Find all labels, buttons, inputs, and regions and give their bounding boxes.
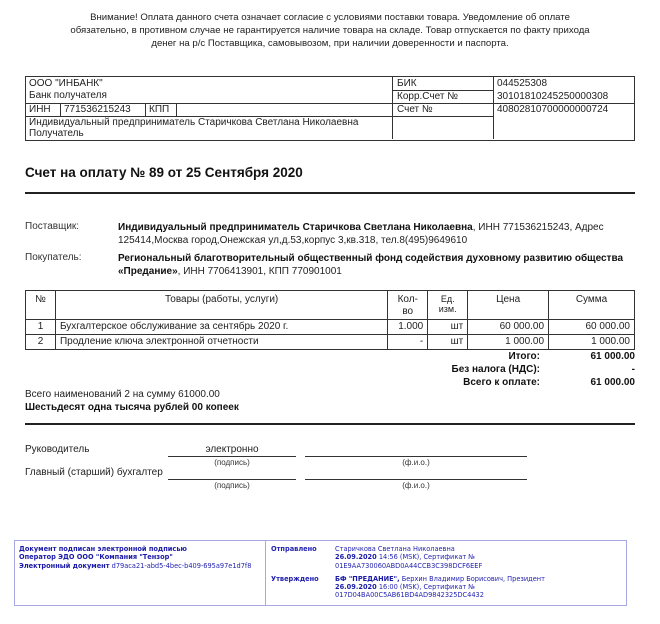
row-unit: шт: [428, 320, 468, 335]
header-num: №: [26, 291, 56, 320]
approved-cert: 017D04BA00C5AB61BD4AD9842325DC4432: [335, 591, 484, 600]
header-unit: Ед. изм.: [428, 291, 468, 320]
row-name: Бухгалтерское обслуживание за сентябрь 2020 г.: [55, 320, 387, 335]
accountant-sign-line: [168, 479, 296, 480]
sent-name: Старичкова Светлана Николаевна: [335, 545, 455, 553]
bank-name: ООО "ИНБАНК": [29, 78, 103, 89]
recipient-name: Индивидуальный предприниматель Старичкова Светлана Николаевна: [29, 117, 359, 128]
accountant-name-line: [305, 479, 527, 480]
accountant-sign-caption: (подпись): [214, 481, 250, 490]
vat-label: Без налога (НДС):: [451, 364, 540, 375]
edo-doc-id: d79aca21-abd5-4bec-b409-695a97e1d7f8: [111, 561, 252, 570]
supplier-name: Индивидуальный предприниматель Старичкова Светлана Николаевна: [118, 222, 473, 233]
divider: [60, 103, 61, 116]
director-sign-line: [168, 456, 296, 457]
supplier-text: [118, 221, 628, 247]
items-count-line: Всего наименований 2 на сумму 61000.00: [25, 389, 220, 400]
divider: [176, 103, 177, 116]
director-label: Руководитель: [25, 444, 90, 455]
approved-person: Берхин Владимир Борисович, Президент: [399, 574, 545, 583]
sent-label: Отправлено: [271, 545, 317, 553]
vat-value: -: [631, 364, 635, 375]
edo-stamp-info: [19, 545, 269, 570]
total-row: [335, 350, 635, 363]
amount-in-words: Шестьдесят одна тысяча рублей 00 копеек: [25, 402, 239, 413]
bik-label: БИК: [397, 78, 417, 89]
due-value: 61 000.00: [590, 377, 635, 388]
row-price: 60 000.00: [468, 320, 549, 335]
director-name-line: [305, 456, 527, 457]
header-price: Цена: [468, 291, 549, 320]
table-row: [26, 335, 635, 350]
approved-label: Утверждено: [271, 574, 319, 583]
approved-event: [271, 575, 623, 600]
summary-rule: [25, 423, 635, 425]
table-header-row: [26, 291, 635, 320]
header-goods: Товары (работы, услуги): [55, 291, 387, 320]
supplier-details: , ИНН 771536215243, Адрес 125414,Москва город,Онежская ул,д.53,корпус 3,кв.318, тел.8(495)9649610: [118, 222, 604, 246]
edo-signed-line: Документ подписан электронной подписью: [19, 545, 187, 553]
inn-value: 771536215243: [64, 104, 131, 115]
row-qty: 1.000: [388, 320, 428, 335]
director-sign-caption: (подпись): [214, 458, 250, 467]
accountant-name-caption: (ф.и.о.): [402, 481, 430, 490]
payment-notice: Внимание! Оплата данного счета означает согласие с условиями поставки товара. Уведомление об оплате обязательно, в противном случае не гарантируется наличие товара на складе. Товар отпускается по факту прихода денег на р/с Поставщика, самовывозом, при наличии доверенности и паспорта.: [70, 12, 590, 49]
buyer-name: Региональный благотворительный общественный фонд содействия духовному развитию общества «Предание»: [118, 253, 624, 277]
account-label: Счет №: [397, 104, 433, 115]
row-num: 1: [26, 320, 56, 335]
buyer-details: , ИНН 7706413901, КПП 770901001: [177, 266, 342, 277]
inn-label: ИНН: [29, 104, 51, 115]
total-label: Итого:: [508, 351, 540, 362]
divider: [392, 116, 493, 117]
approved-date: 26.09.2020: [335, 583, 377, 592]
header-qty: Кол-во: [388, 291, 428, 320]
total-value: 61 000.00: [590, 351, 635, 362]
due-row: [335, 376, 635, 389]
divider: [145, 103, 146, 116]
sent-date: 26.09.2020: [335, 553, 377, 562]
edo-operator-line: Оператор ЭДО ООО "Компания "Тензор": [19, 553, 173, 562]
due-label: Всего к оплате:: [463, 377, 540, 388]
sent-details: 14:56 (MSK), Сертификат № 01E9AA730060ABD0A44CCB3C398DCF6EEF: [335, 553, 483, 570]
korr-value: 30101810245250000308: [497, 91, 609, 102]
accountant-label: Главный (старший) бухгалтер: [25, 467, 163, 478]
row-qty: -: [388, 335, 428, 350]
buyer-text: [118, 252, 628, 278]
director-name-caption: (ф.и.о.): [402, 458, 430, 467]
divider: [392, 77, 393, 139]
kpp-label: КПП: [149, 104, 170, 115]
stamp-divider: [265, 541, 266, 605]
totals-block: [335, 350, 635, 389]
invoice-title: Счет на оплату № 89 от 25 Сентября 2020: [25, 165, 303, 180]
korr-label: Корр.Счет №: [397, 91, 458, 102]
sent-event: [271, 545, 623, 570]
edo-signature-stamp: [14, 540, 627, 606]
table-row: [26, 320, 635, 335]
bik-value: 044525308: [497, 78, 548, 89]
buyer-label: Покупатель:: [25, 252, 82, 263]
recipient-caption: Получатель: [29, 128, 84, 139]
edo-stamp-events: [271, 545, 623, 605]
vat-row: [335, 363, 635, 376]
row-sum: 1 000.00: [549, 335, 635, 350]
bank-caption: Банк получателя: [29, 90, 107, 101]
supplier-label: Поставщик:: [25, 221, 80, 232]
approved-details: 16:00 (MSK), Сертификат №: [376, 583, 476, 592]
header-sum: Сумма: [549, 291, 635, 320]
row-unit: шт: [428, 335, 468, 350]
row-price: 1 000.00: [468, 335, 549, 350]
director-sign-value: электронно: [205, 444, 259, 455]
edo-doc-label: Электронный документ: [19, 561, 110, 570]
title-rule: [25, 192, 635, 194]
approved-org: БФ "ПРЕДАНИЕ",: [335, 574, 400, 583]
divider: [493, 77, 494, 139]
bank-details-table: [25, 76, 635, 141]
row-name: Продление ключа электронной отчетности: [55, 335, 387, 350]
row-sum: 60 000.00: [549, 320, 635, 335]
account-value: 40802810700000000724: [497, 104, 609, 115]
row-num: 2: [26, 335, 56, 350]
items-table: [25, 290, 635, 350]
